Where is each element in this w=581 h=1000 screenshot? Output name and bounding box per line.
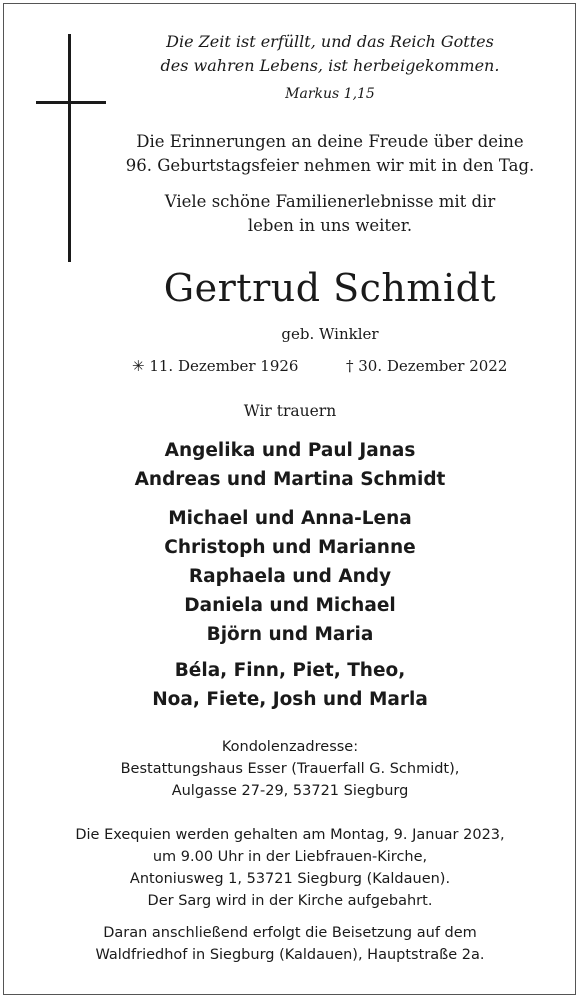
intro-paragraph-1 <box>90 130 570 178</box>
quote-line: des wahren Lebens, ist herbeigekommen. <box>160 56 500 75</box>
quote-source: Markus 1,15 <box>285 86 375 102</box>
intro-paragraph-2 <box>90 190 570 238</box>
birth-date: ✳ 11. Dezember 1926 <box>132 357 299 375</box>
mourner-line: Béla, Finn, Piet, Theo, <box>174 660 406 681</box>
mourners-grandchildren <box>40 504 540 649</box>
mourner-line: Andreas und Martina Schmidt <box>134 469 446 490</box>
service-line: Antoniusweg 1, 53721 Siegburg (Kaldauen). <box>129 871 451 887</box>
burial-details <box>20 922 560 966</box>
condolence-line: Bestattungshaus Esser (Trauerfall G. Schmidt), <box>120 761 460 777</box>
mourning-heading: Wir trauern <box>243 402 337 420</box>
death-date: † 30. Dezember 2022 <box>346 357 508 375</box>
maiden-name: geb. Winkler <box>281 325 379 343</box>
service-line: Die Exequien werden gehalten am Montag, 9. Januar 2023, <box>75 827 505 843</box>
bible-quote <box>120 30 540 78</box>
mourner-line: Christoph und Marianne <box>164 537 416 558</box>
mourner-line: Raphaela und Andy <box>188 566 392 587</box>
burial-line: Daran anschließend erfolgt die Beisetzung auf dem <box>103 925 477 941</box>
mourners-great-grandchildren <box>40 656 540 714</box>
intro-line: Viele schöne Familienerlebnisse mit dir <box>164 192 496 211</box>
deceased-name: Gertrud Schmidt <box>163 266 497 310</box>
mourner-line: Noa, Fiete, Josh und Marla <box>152 689 428 710</box>
intro-line: leben in uns weiter. <box>247 216 413 235</box>
mourner-line: Björn und Maria <box>206 624 374 645</box>
quote-line: Die Zeit ist erfüllt, und das Reich Gottes <box>166 32 494 51</box>
condolence-line: Aulgasse 27-29, 53721 Siegburg <box>171 783 409 799</box>
intro-line: 96. Geburtstagsfeier nehmen wir mit in den Tag. <box>125 156 535 175</box>
service-line: um 9.00 Uhr in der Liebfrauen-Kirche, <box>152 849 428 865</box>
mourner-line: Michael und Anna-Lena <box>168 508 412 529</box>
service-details <box>20 824 560 912</box>
intro-line: Die Erinnerungen an deine Freude über deine <box>136 132 524 151</box>
burial-line: Waldfriedhof in Siegburg (Kaldauen), Hauptstraße 2a. <box>95 947 485 963</box>
mourner-line: Angelika und Paul Janas <box>164 440 416 461</box>
service-line: Der Sarg wird in der Kirche aufgebahrt. <box>147 893 433 909</box>
condolence-address <box>20 736 560 802</box>
condolence-line: Kondolenzadresse: <box>221 739 359 755</box>
mourners-children <box>40 436 540 494</box>
mourner-line: Daniela und Michael <box>184 595 396 616</box>
